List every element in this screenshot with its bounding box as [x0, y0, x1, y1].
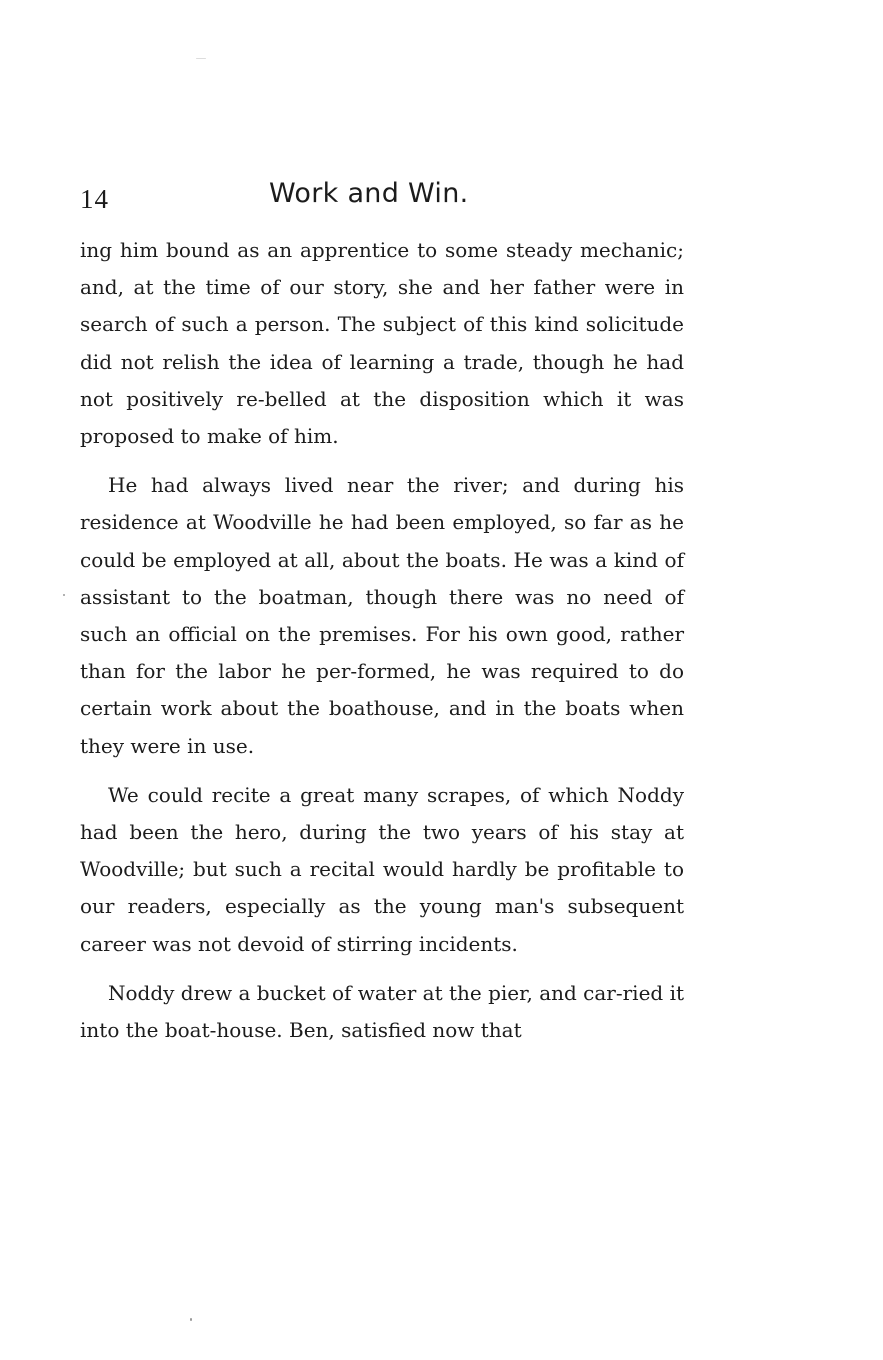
paragraph: He had always lived near the river; and during his residence at Woodville he had been employed, so far as he could be employed at all, about the boats. He was a kind of assistant to the boatman, though there was no need of such an official on the premises. For his own good, rather than for the labor he per-formed, he was required to do certain work about the boathouse, and in the boats when they were in use. [80, 473, 684, 758]
paragraph: We could recite a great many scrapes, of which Noddy had been the hero, during the two years of his stay at Woodville; but such a recital would hardly be profitable to our readers, especially as the young man's subsequent career was not devoid of stirring incidents. [80, 782, 684, 956]
paragraph: Noddy drew a bucket of water at the pier, and car-ried it into the boat-house. Ben, satisfied now that [80, 980, 684, 1043]
page-header [80, 178, 684, 222]
scan-speck [196, 58, 206, 59]
running-title: Work and Win. [269, 178, 469, 209]
page-number: 14 [80, 184, 109, 214]
scan-speck [63, 594, 65, 596]
paragraph: ing him bound as an apprentice to some steady mechanic; and, at the time of our story, she and her father were in search of such a person. The subject of this kind solicitude did not relish the idea of learning a trade, though he had not positively re-belled at the disposition which it was proposed to make of him. [80, 238, 684, 449]
body-text [80, 232, 684, 1061]
scan-speck [190, 1318, 192, 1321]
